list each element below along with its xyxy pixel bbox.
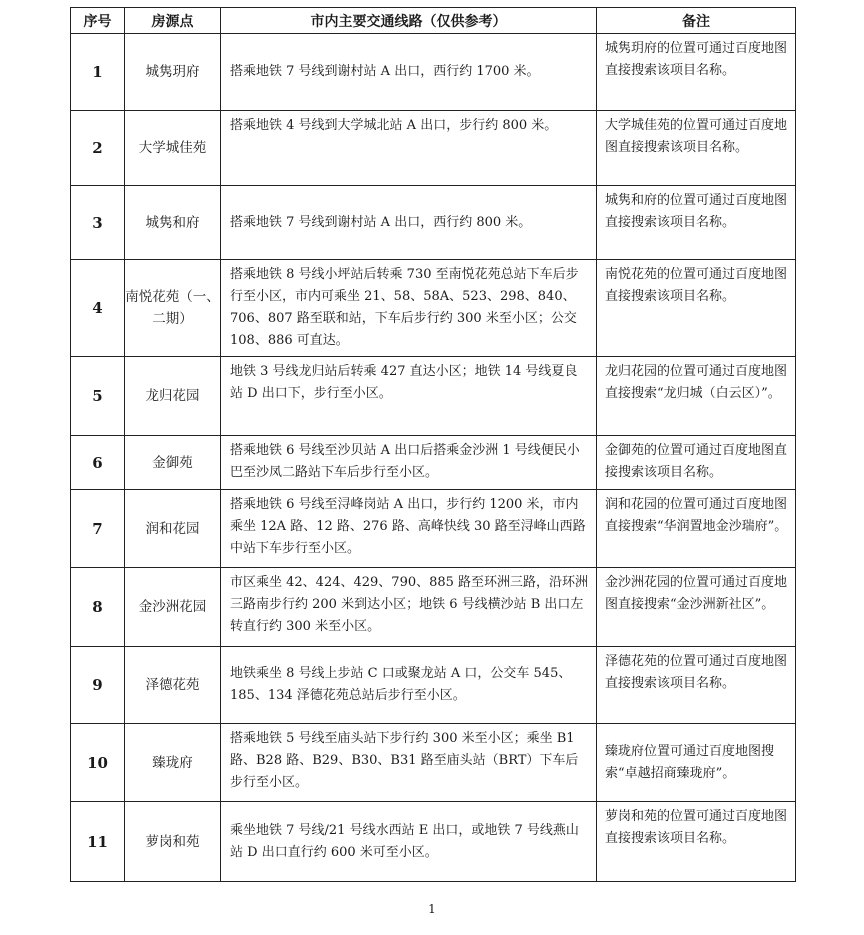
property-name: 城隽和府 xyxy=(125,186,221,260)
route-text: 乘坐地铁 7 号线/21 号线水西站 E 出口，或地铁 7 号线燕山站 D 出口直行约 600 米可至小区。 xyxy=(221,802,597,882)
note-text: 南悦花苑的位置可通过百度地图直接搜索该项目名称。 xyxy=(597,260,796,357)
row-index: 10 xyxy=(71,724,125,802)
table-row xyxy=(71,647,796,724)
note-text: 金御苑的位置可通过百度地图直接搜索该项目名称。 xyxy=(597,436,796,490)
row-index: 6 xyxy=(71,436,125,490)
property-name: 萝岗和苑 xyxy=(125,802,221,882)
table-row xyxy=(71,724,796,802)
table-row xyxy=(71,802,796,882)
row-index: 8 xyxy=(71,568,125,647)
note-text: 城隽玥府的位置可通过百度地图直接搜索该项目名称。 xyxy=(597,34,796,111)
property-name: 城隽玥府 xyxy=(125,34,221,111)
table-header-row xyxy=(71,8,796,34)
route-text: 搭乘地铁 6 号线至沙贝站 A 出口后搭乘金沙洲 1 号线便民小巴至沙凤二路站下车后步行至小区。 xyxy=(221,436,597,490)
route-text: 地铁乘坐 8 号线上步站 C 口或聚龙站 A 口，公交车 545、185、134 泽德花苑总站后步行至小区。 xyxy=(221,647,597,724)
property-name: 润和花园 xyxy=(125,490,221,568)
note-text: 金沙洲花园的位置可通过百度地图直接搜索“金沙洲新社区”。 xyxy=(597,568,796,647)
table-row xyxy=(71,111,796,186)
row-index: 5 xyxy=(71,357,125,436)
property-name: 金御苑 xyxy=(125,436,221,490)
route-text: 搭乘地铁 7 号线到谢村站 A 出口，西行约 1700 米。 xyxy=(221,34,597,111)
route-text: 市区乘坐 42、424、429、790、885 路至环洲三路，沿环洲三路南步行约 200 米到达小区；地铁 6 号线横沙站 B 出口左转直行约 300 米至小区。 xyxy=(221,568,597,647)
housing-transport-table xyxy=(70,7,796,882)
note-text: 城隽和府的位置可通过百度地图直接搜索该项目名称。 xyxy=(597,186,796,260)
note-text: 大学城佳苑的位置可通过百度地图直接搜索该项目名称。 xyxy=(597,111,796,186)
header-index: 序号 xyxy=(71,8,125,34)
route-text: 搭乘地铁 8 号线小坪站后转乘 730 至南悦花苑总站下车后步行至小区，市内可乘坐 21、58、58A、523、298、840、706、807 路至联和站，下车后步行约 300 米至小区；公交 108、886 可直达。 xyxy=(221,260,597,357)
header-note: 备注 xyxy=(597,8,796,34)
table-row xyxy=(71,568,796,647)
table-row xyxy=(71,357,796,436)
route-text: 地铁 3 号线龙归站后转乘 427 直达小区；地铁 14 号线夏良站 D 出口下，步行至小区。 xyxy=(221,357,597,436)
property-name: 泽德花苑 xyxy=(125,647,221,724)
note-text: 萝岗和苑的位置可通过百度地图直接搜索该项目名称。 xyxy=(597,802,796,882)
table-row xyxy=(71,34,796,111)
header-property: 房源点 xyxy=(125,8,221,34)
property-name: 南悦花苑（一、二期） xyxy=(125,260,221,357)
property-name: 龙归花园 xyxy=(125,357,221,436)
route-text: 搭乘地铁 6 号线至浔峰岗站 A 出口，步行约 1200 米，市内乘坐 12A 路、12 路、276 路、高峰快线 30 路至浔峰山西路中站下车步行至小区。 xyxy=(221,490,597,568)
page-number: 1 xyxy=(428,902,436,916)
table-row xyxy=(71,260,796,357)
table-row xyxy=(71,186,796,260)
property-name: 大学城佳苑 xyxy=(125,111,221,186)
note-text: 泽德花苑的位置可通过百度地图直接搜索该项目名称。 xyxy=(597,647,796,724)
property-name: 金沙洲花园 xyxy=(125,568,221,647)
row-index: 1 xyxy=(71,34,125,111)
row-index: 9 xyxy=(71,647,125,724)
route-text: 搭乘地铁 7 号线到谢村站 A 出口，西行约 800 米。 xyxy=(221,186,597,260)
row-index: 7 xyxy=(71,490,125,568)
note-text: 龙归花园的位置可通过百度地图直接搜索“龙归城（白云区）”。 xyxy=(597,357,796,436)
note-text: 臻珑府位置可通过百度地图搜索“卓越招商臻珑府”。 xyxy=(597,724,796,802)
route-text: 搭乘地铁 4 号线到大学城北站 A 出口，步行约 800 米。 xyxy=(221,111,597,186)
row-index: 3 xyxy=(71,186,125,260)
row-index: 11 xyxy=(71,802,125,882)
route-text: 搭乘地铁 5 号线至庙头站下步行约 300 米至小区；乘坐 B1 路、B28 路、B29、B30、B31 路至庙头站（BRT）下车后步行至小区。 xyxy=(221,724,597,802)
note-text: 润和花园的位置可通过百度地图直接搜索“华润置地金沙瑞府”。 xyxy=(597,490,796,568)
row-index: 2 xyxy=(71,111,125,186)
row-index: 4 xyxy=(71,260,125,357)
table-row xyxy=(71,436,796,490)
property-name: 臻珑府 xyxy=(125,724,221,802)
header-route: 市内主要交通线路（仅供参考） xyxy=(221,8,597,34)
table-row xyxy=(71,490,796,568)
